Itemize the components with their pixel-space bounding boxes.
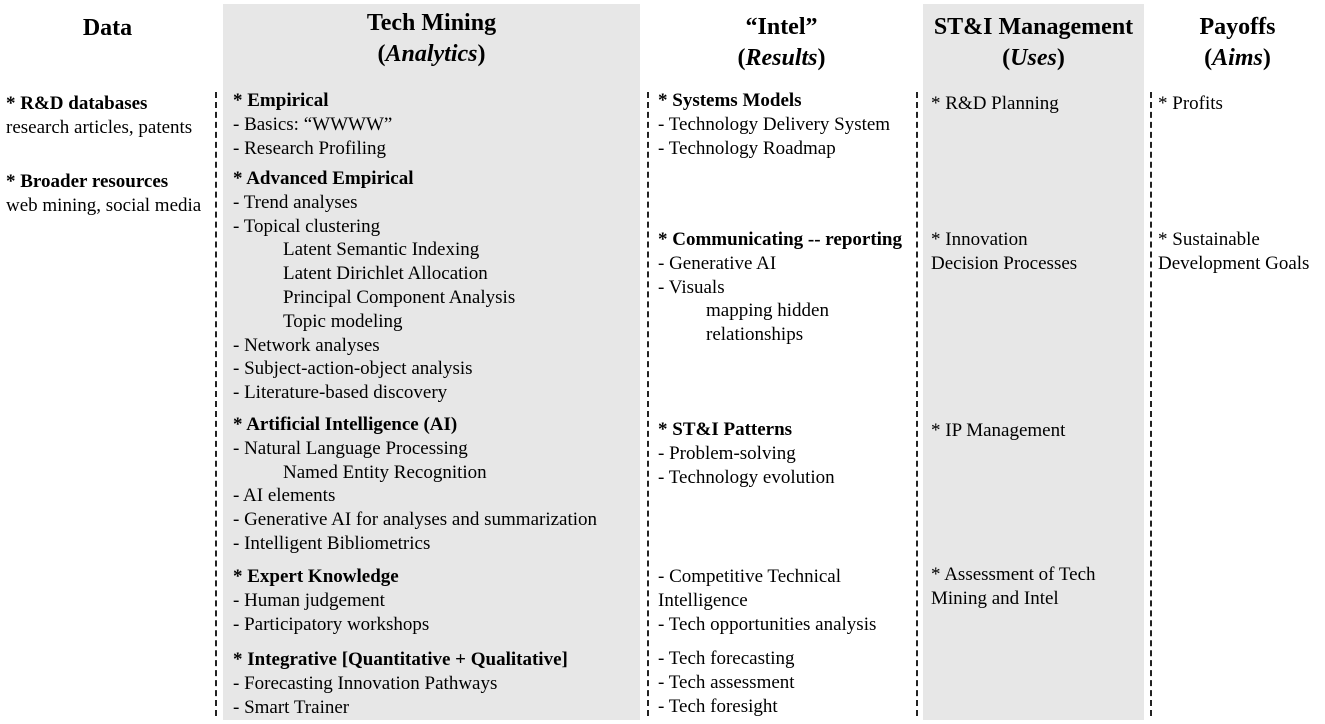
advanced-empirical-heading: * Advanced Empirical xyxy=(233,168,414,189)
rd-planning-heading: * R&D Planning xyxy=(931,93,1059,114)
communicating-heading: * Communicating -- reporting xyxy=(658,229,902,250)
list-item: - Participatory workshops xyxy=(233,613,430,635)
empirical-heading: * Empirical xyxy=(233,90,329,111)
list-item: - Generative AI for analyses and summarization xyxy=(233,509,598,531)
assessment-line-1: * Assessment of Tech xyxy=(931,564,1096,585)
list-item: - Smart Trainer xyxy=(233,696,350,718)
integrative-block xyxy=(233,648,568,719)
sti-patterns-block xyxy=(658,418,835,489)
list-item: - Technology Delivery System xyxy=(658,113,891,135)
sub-list-item: Topic modeling xyxy=(283,310,403,332)
broader-resources-text: web mining, social media xyxy=(6,194,202,216)
list-item: - Technology Roadmap xyxy=(658,137,836,159)
header-tech-mining-title: Tech Mining xyxy=(366,10,497,36)
list-item: - Trend analyses xyxy=(233,191,358,213)
list-item: - Basics: “WWWW” xyxy=(233,113,393,135)
list-item: - AI elements xyxy=(233,485,336,507)
list-item: - Tech forecasting xyxy=(658,648,795,669)
header-data-title: Data xyxy=(82,15,133,41)
systems-models-block xyxy=(658,89,890,160)
list-item: - Tech foresight xyxy=(658,695,778,717)
header-sti xyxy=(923,12,1144,74)
list-item: - Network analyses xyxy=(233,334,380,356)
sdg-line-1: * Sustainable xyxy=(1158,229,1260,250)
list-item: - Visuals xyxy=(658,276,725,298)
ai-block xyxy=(233,413,597,556)
header-data xyxy=(0,13,215,44)
list-item: - Competitive Technical xyxy=(658,566,841,587)
header-intel-sub: (Results) xyxy=(737,45,826,71)
profits-heading: * Profits xyxy=(1158,93,1223,114)
sub-list-item: relationships xyxy=(706,324,804,346)
header-tech-mining-sub: (Analytics) xyxy=(377,41,486,67)
header-intel xyxy=(647,12,916,74)
assessment-line-2: Mining and Intel xyxy=(931,587,1059,609)
header-tech-mining xyxy=(223,8,640,70)
sub-list-item: Latent Semantic Indexing xyxy=(283,239,480,261)
integrative-heading: * Integrative [Quantitative + Qualitative] xyxy=(233,649,568,670)
header-sti-sub: (Uses) xyxy=(1002,45,1065,71)
header-payoffs-title: Payoffs xyxy=(1199,14,1276,40)
sub-list-item: Named Entity Recognition xyxy=(283,461,487,483)
list-item: - Problem-solving xyxy=(658,442,796,464)
innovation-line-2: Decision Processes xyxy=(931,252,1078,274)
list-item: - Natural Language Processing xyxy=(233,437,468,459)
advanced-empirical-block xyxy=(233,167,515,405)
broader-resources-heading: * Broader resources xyxy=(6,171,169,192)
sub-list-item: mapping hidden xyxy=(706,300,829,322)
list-item: - Research Profiling xyxy=(233,137,387,159)
rd-databases-text: research articles, patents xyxy=(6,116,193,138)
separator-line xyxy=(916,92,918,716)
header-sti-title: ST&I Management xyxy=(933,14,1134,40)
list-item: - Topical clustering xyxy=(233,215,381,237)
data-block-broader xyxy=(6,170,201,218)
data-block-rd xyxy=(6,92,192,140)
communicating-block xyxy=(658,228,902,347)
list-item: - Tech assessment xyxy=(658,671,795,693)
list-item: - Forecasting Innovation Pathways xyxy=(233,672,498,694)
list-item: - Literature-based discovery xyxy=(233,382,448,404)
sub-list-item: Principal Component Analysis xyxy=(283,286,516,308)
assessment-block xyxy=(931,563,1096,611)
systems-models-heading: * Systems Models xyxy=(658,90,802,111)
rd-databases-heading: * R&D databases xyxy=(6,93,148,114)
ip-management-heading: * IP Management xyxy=(931,420,1066,441)
forecasting-block xyxy=(658,647,795,718)
separator-line xyxy=(215,92,217,716)
list-item: - Technology evolution xyxy=(658,466,835,488)
innovation-block xyxy=(931,228,1077,276)
header-payoffs-sub: (Aims) xyxy=(1204,45,1271,71)
expert-knowledge-heading: * Expert Knowledge xyxy=(233,566,399,587)
list-item: - Intelligent Bibliometrics xyxy=(233,532,431,554)
header-intel-title: “Intel” xyxy=(745,14,818,40)
header-payoffs xyxy=(1150,12,1325,74)
ai-heading: * Artificial Intelligence (AI) xyxy=(233,414,458,435)
list-item: Intelligence xyxy=(658,589,748,611)
empirical-block xyxy=(233,89,392,160)
sub-list-item: Latent Dirichlet Allocation xyxy=(283,263,488,285)
sdg-line-2: Development Goals xyxy=(1158,252,1310,274)
sti-patterns-heading: * ST&I Patterns xyxy=(658,419,793,440)
list-item: - Generative AI xyxy=(658,252,777,274)
competitive-block xyxy=(658,565,876,636)
separator-line xyxy=(647,92,649,716)
innovation-line-1: * Innovation xyxy=(931,229,1028,250)
list-item: - Tech opportunities analysis xyxy=(658,613,877,635)
expert-knowledge-block xyxy=(233,565,429,636)
sdg-block xyxy=(1158,228,1309,276)
list-item: - Human judgement xyxy=(233,589,385,611)
list-item: - Subject-action-object analysis xyxy=(233,358,473,380)
separator-line xyxy=(1150,92,1152,716)
